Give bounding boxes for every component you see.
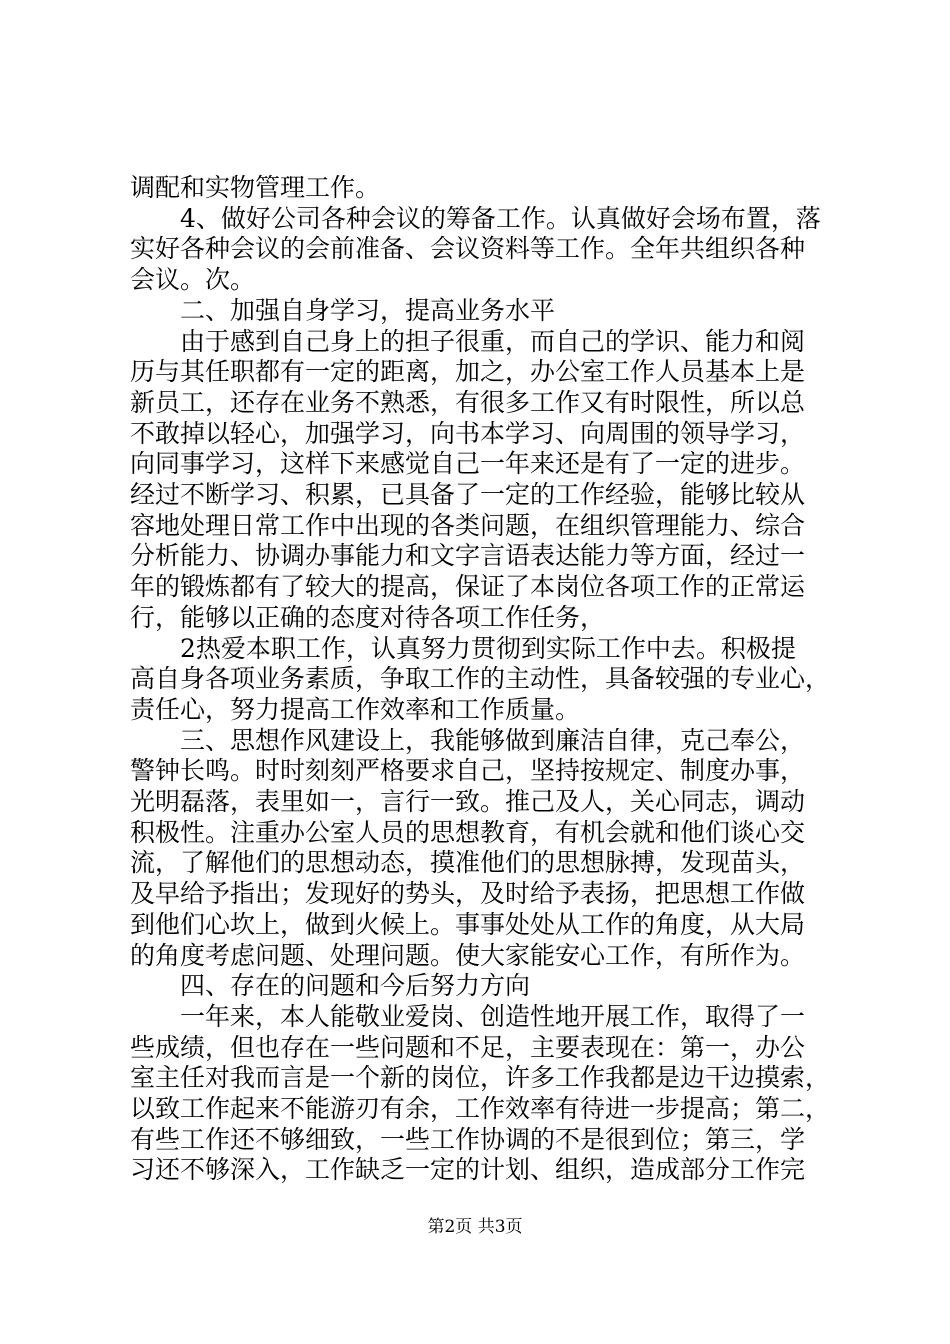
text-line: 些成绩，但也存在一些问题和不足，主要表现在：第一，办公 [130, 1032, 806, 1062]
text-line: 有些工作还不够细致，一些工作协调的不是很到位；第三，学 [130, 1124, 806, 1154]
text-line: 积极性。注重办公室人员的思想教育，有机会就和他们谈心交 [130, 817, 806, 847]
text-line: 以致工作起来不能游刃有余，工作效率有待进一步提高；第二， [130, 1094, 830, 1123]
text-line: 不敢掉以轻心，加强学习，向书本学习、向周围的领导学习， [130, 418, 806, 448]
section-heading: 二、加强自身学习，提高业务水平 [130, 295, 556, 325]
text-line: 及早给予指出；发现好的势头，及时给予表扬，把思想工作做 [130, 879, 806, 909]
text-line: 历与其任职都有一定的距离，加之，办公室工作人员基本上是 [130, 357, 806, 387]
text-line: 的角度考虑问题、处理问题。使大家能安心工作，有所作为。 [130, 940, 806, 970]
text-line: 4、做好公司各种会议的筹备工作。认真做好会场布置，落 [130, 203, 821, 233]
text-line: 由于感到自己身上的担子很重，而自己的学识、能力和阅 [130, 326, 806, 356]
text-line: 光明磊落，表里如一，言行一致。推己及人，关心同志，调动 [130, 787, 806, 816]
text-line: 到他们心坎上，做到火候上。事事处处从工作的角度，从大局 [130, 909, 806, 939]
text-line: 实好各种会议的会前准备、会议资料等工作。全年共组织各种 [130, 234, 806, 264]
text-line: 流，了解他们的思想动态，摸准他们的思想脉搏，发现苗头， [130, 848, 806, 878]
text-line: 一年来，本人能敬业爱岗、创造性地开展工作，取得了一 [130, 1001, 806, 1031]
text-line: 习还不够深入，工作缺乏一定的计划、组织，造成部分工作完 [130, 1155, 806, 1185]
text-line: 高自身各项业务素质，争取工作的主动性，具备较强的专业心， [130, 664, 830, 694]
text-line: 会议。次。 [130, 265, 256, 295]
text-line: 责任心，努力提高工作效率和工作质量。 [130, 694, 581, 724]
text-line: 室主任对我而言是一个新的岗位，许多工作我都是边干边摸索， [130, 1063, 830, 1093]
text-line: 新员工，还存在业务不熟悉，有很多工作又有时限性，所以总 [130, 387, 806, 417]
text-line: 调配和实物管理工作。 [130, 173, 381, 202]
section-heading: 四、存在的问题和今后努力方向 [130, 971, 531, 1001]
text-line: 分析能力、协调办事能力和文字言语表达能力等方面，经过一 [130, 541, 806, 571]
text-line: 警钟长鸣。时时刻刻严格要求自己，坚持按规定、制度办事， [130, 756, 806, 786]
text-line: 容地处理日常工作中出现的各类问题，在组织管理能力、综合 [130, 510, 806, 540]
text-line: 2热爱本职工作，认真努力贯彻到实际工作中去。积极提 [130, 633, 796, 663]
text-line: 向同事学习，这样下来感觉自己一年来还是有了一定的进步。 [130, 449, 806, 479]
text-line: 行，能够以正确的态度对待各项工作任务， [130, 602, 606, 632]
page-number-footer: 第2页 共3页 [427, 1217, 523, 1237]
text-line: 三、思想作风建设上，我能够做到廉洁自律，克己奉公， [130, 725, 806, 755]
text-line: 经过不断学习、积累，已具备了一定的工作经验，能够比较从 [130, 480, 806, 509]
text-line: 年的锻炼都有了较大的提高，保证了本岗位各项工作的正常运 [130, 572, 806, 602]
